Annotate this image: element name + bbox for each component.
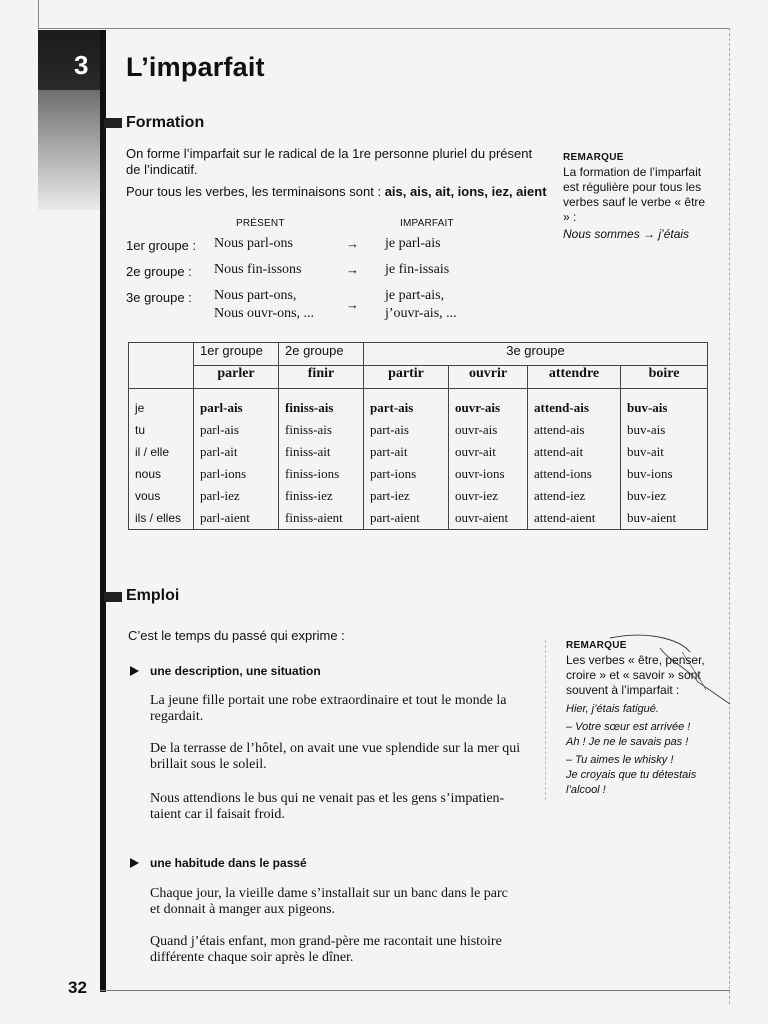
example: De la terrasse de l’hôtel, on avait une vue splendide sur la mer qui brillait sous le soleil. — [150, 741, 521, 772]
group-label: 3e groupe : — [126, 290, 192, 305]
chapter-tab — [38, 30, 104, 90]
remark-label: REMARQUE — [566, 640, 627, 651]
example: Nous attendions le bus qui ne venait pas et les gens s’impatien- taient car il faisait froid. — [150, 791, 505, 822]
remark-line: verbes sauf le verbe « être » : — [563, 195, 706, 224]
page-title: L’imparfait — [126, 52, 265, 82]
group-header: 2e groupe — [279, 343, 364, 366]
emploi-intro: C’est le temps du passé qui exprime : — [128, 628, 345, 643]
frame-line — [38, 28, 730, 29]
chapter-tab-fade — [38, 90, 104, 210]
present-form: Nous ouvr-ons, ... — [214, 306, 315, 321]
remark-box — [566, 638, 716, 798]
section-marker — [104, 118, 122, 128]
imparfait-form: j’ouvr-ais, ... — [385, 306, 457, 321]
conjugation-column: ouvr-ais ouvr-ais ouvr-ait ouvr-ions ouvr-iez ouvr-aient — [449, 389, 528, 530]
imparfait-form: je part-ais, — [385, 288, 445, 303]
remark-example: Nous sommes → j’étais — [563, 227, 690, 241]
section-heading-formation: Formation — [126, 114, 205, 131]
conjugation-column: buv-ais buv-ais buv-ait buv-ions buv-iez buv-aient — [621, 389, 708, 530]
verb-header: parler — [194, 366, 279, 389]
verb-header: finir — [279, 366, 364, 389]
remark-example: Ah ! Je ne le savais pas ! — [566, 736, 689, 748]
margin-bar — [100, 30, 106, 992]
remark-label: REMARQUE — [563, 152, 624, 163]
remark-line: est régulière pour tous les — [563, 180, 702, 194]
conjugation-column: part-ais part-ais part-ait part-ions part-iez part-aient — [364, 389, 449, 530]
group-header: 1er groupe — [194, 343, 279, 366]
remark-line: souvent à l’imparfait : — [566, 683, 680, 697]
imparfait-form: je parl-ais — [385, 236, 441, 251]
subheading: une habitude dans le passé — [150, 856, 307, 870]
pronoun-column: je tu il / elle nous vous ils / elles — [129, 389, 194, 530]
remark-example: – Votre sœur est arrivée ! — [566, 721, 691, 733]
remark-line: croire » et « savoir » sont — [566, 668, 701, 682]
present-form: Nous parl-ons — [214, 236, 293, 251]
section-heading-emploi: Emploi — [126, 587, 180, 604]
col-header-imparfait: IMPARFAIT — [400, 218, 454, 229]
group-header: 3e groupe — [364, 343, 708, 366]
remark-example: Hier, j’étais fatigué. — [566, 703, 659, 715]
conjugation-table — [128, 342, 708, 535]
remark-example: Je croyais que tu détestais — [566, 769, 697, 781]
example: Chaque jour, la vieille dame s’installait sur un banc dans le parc et donnait à manger aux pigeons. — [150, 886, 508, 917]
conjugation-column: parl-ais parl-ais parl-ait parl-ions parl-iez parl-aient — [194, 389, 279, 530]
verb-header: boire — [621, 366, 708, 389]
chapter-number: 3 — [74, 50, 89, 80]
page-number: 32 — [68, 978, 87, 997]
frame-line — [100, 990, 730, 991]
empty-cell — [129, 343, 194, 389]
arrow-icon: → — [346, 236, 359, 251]
example: Quand j’étais enfant, mon grand-père me racontait une histoire différente chaque soir après le dîner. — [150, 934, 502, 965]
present-form: Nous part-ons, — [214, 288, 297, 303]
group-label: 1er groupe : — [126, 238, 197, 253]
conjugation-column: attend-ais attend-ais attend-ait attend-ions attend-iez attend-aient — [528, 389, 621, 530]
verb-header: ouvrir — [449, 366, 528, 389]
remark-box — [563, 150, 713, 242]
subheading: une description, une situation — [150, 664, 321, 678]
verb-header: partir — [364, 366, 449, 389]
bullet-triangle-icon — [130, 666, 139, 676]
formation-paragraph: On forme l’imparfait sur le radical de la 1re personne pluriel du présent de l’indicatif. — [126, 146, 533, 177]
remark-example: l’alcool ! — [566, 784, 606, 796]
col-header-present: PRÉSENT — [236, 218, 285, 229]
frame-line — [38, 0, 39, 28]
conjugation-column: finiss-ais finiss-ais finiss-ait finiss-ions finiss-iez finiss-aient — [279, 389, 364, 530]
bullet-triangle-icon — [130, 858, 139, 868]
imparfait-form: je fin-issais — [385, 262, 450, 277]
present-form: Nous fin-issons — [214, 262, 302, 277]
verb-header: attendre — [528, 366, 621, 389]
arrow-icon: → — [346, 297, 359, 312]
group-label: 2e groupe : — [126, 264, 192, 279]
section-marker — [104, 592, 122, 602]
arrow-icon: → — [346, 262, 359, 277]
remark-line: Les verbes « être, penser, — [566, 653, 705, 667]
frame-line — [729, 28, 730, 1004]
endings-line: Pour tous les verbes, les terminaisons sont : ais, ais, ait, ions, iez, aient — [126, 184, 547, 199]
remark-example: – Tu aimes le whisky ! — [566, 754, 674, 766]
example: La jeune fille portait une robe extraordinaire et tout le monde la regardait. — [150, 693, 507, 724]
remark-line: La formation de l’imparfait — [563, 165, 702, 179]
